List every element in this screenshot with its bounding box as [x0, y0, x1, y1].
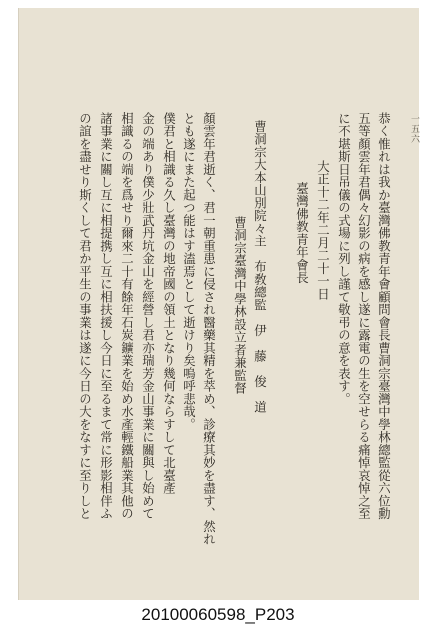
text-column-9: とも遂にまた起つ能はす溘焉として逝けり矣嗚呼悲哉。 — [181, 112, 197, 431]
text-column-11: 金の端あり僕少壯武丹坑金山を經營し君亦瑞芳金山事業に關與し始めて — [140, 112, 156, 520]
text-column-12: 相識るの端を爲せり爾來二十有餘年石炭鑛業を始め水產輕鐵船業其他の — [119, 112, 135, 520]
author-line: 曹洞宗大本山別院々主 布敎總監 伊 藤 俊 道 — [252, 120, 268, 414]
page-number: 一五六 — [409, 114, 419, 144]
text-column-2: 五等顏雲年君偶々幻影の病を感し遂に露電の生を空せらる痛悼哀悼之至 — [356, 112, 372, 520]
image-id-caption: 20100060598_P203 — [141, 605, 295, 624]
signatory-title: 臺灣佛教青年會長 — [294, 182, 310, 284]
text-column-8: 顏雲年君逝く、君一朝重患に侵され醫藥其精を萃め、診療其妙を盡す、然れ — [201, 112, 217, 546]
text-column-13: 諸事業に關し互に相提携し互に相扶援し今日に至るまて常に形影相伴ふ — [98, 112, 114, 520]
date-line: 大正十二年二月二十一日 — [315, 160, 331, 301]
text-column-14: の誼を盡せり斯くして君か平生の事業は遂に今日の大をなすに至りしと — [77, 112, 93, 520]
scanned-book-page — [18, 8, 419, 600]
text-column-1: 恭く惟れは我か臺灣佛教青年會顧問會長曹洞宗臺灣中學林總監從六位勳 — [376, 112, 392, 520]
text-column-10: 僕君と相識る久し臺灣の地帝國の領土となり幾何ならすして北臺產 — [161, 112, 177, 495]
author-affiliation: 曹洞宗臺灣中學林設立者兼監督 — [232, 216, 248, 395]
text-column-3: に不堪斯日吊儀の式場に列し謹て敬弔の意を表す。 — [336, 112, 352, 406]
